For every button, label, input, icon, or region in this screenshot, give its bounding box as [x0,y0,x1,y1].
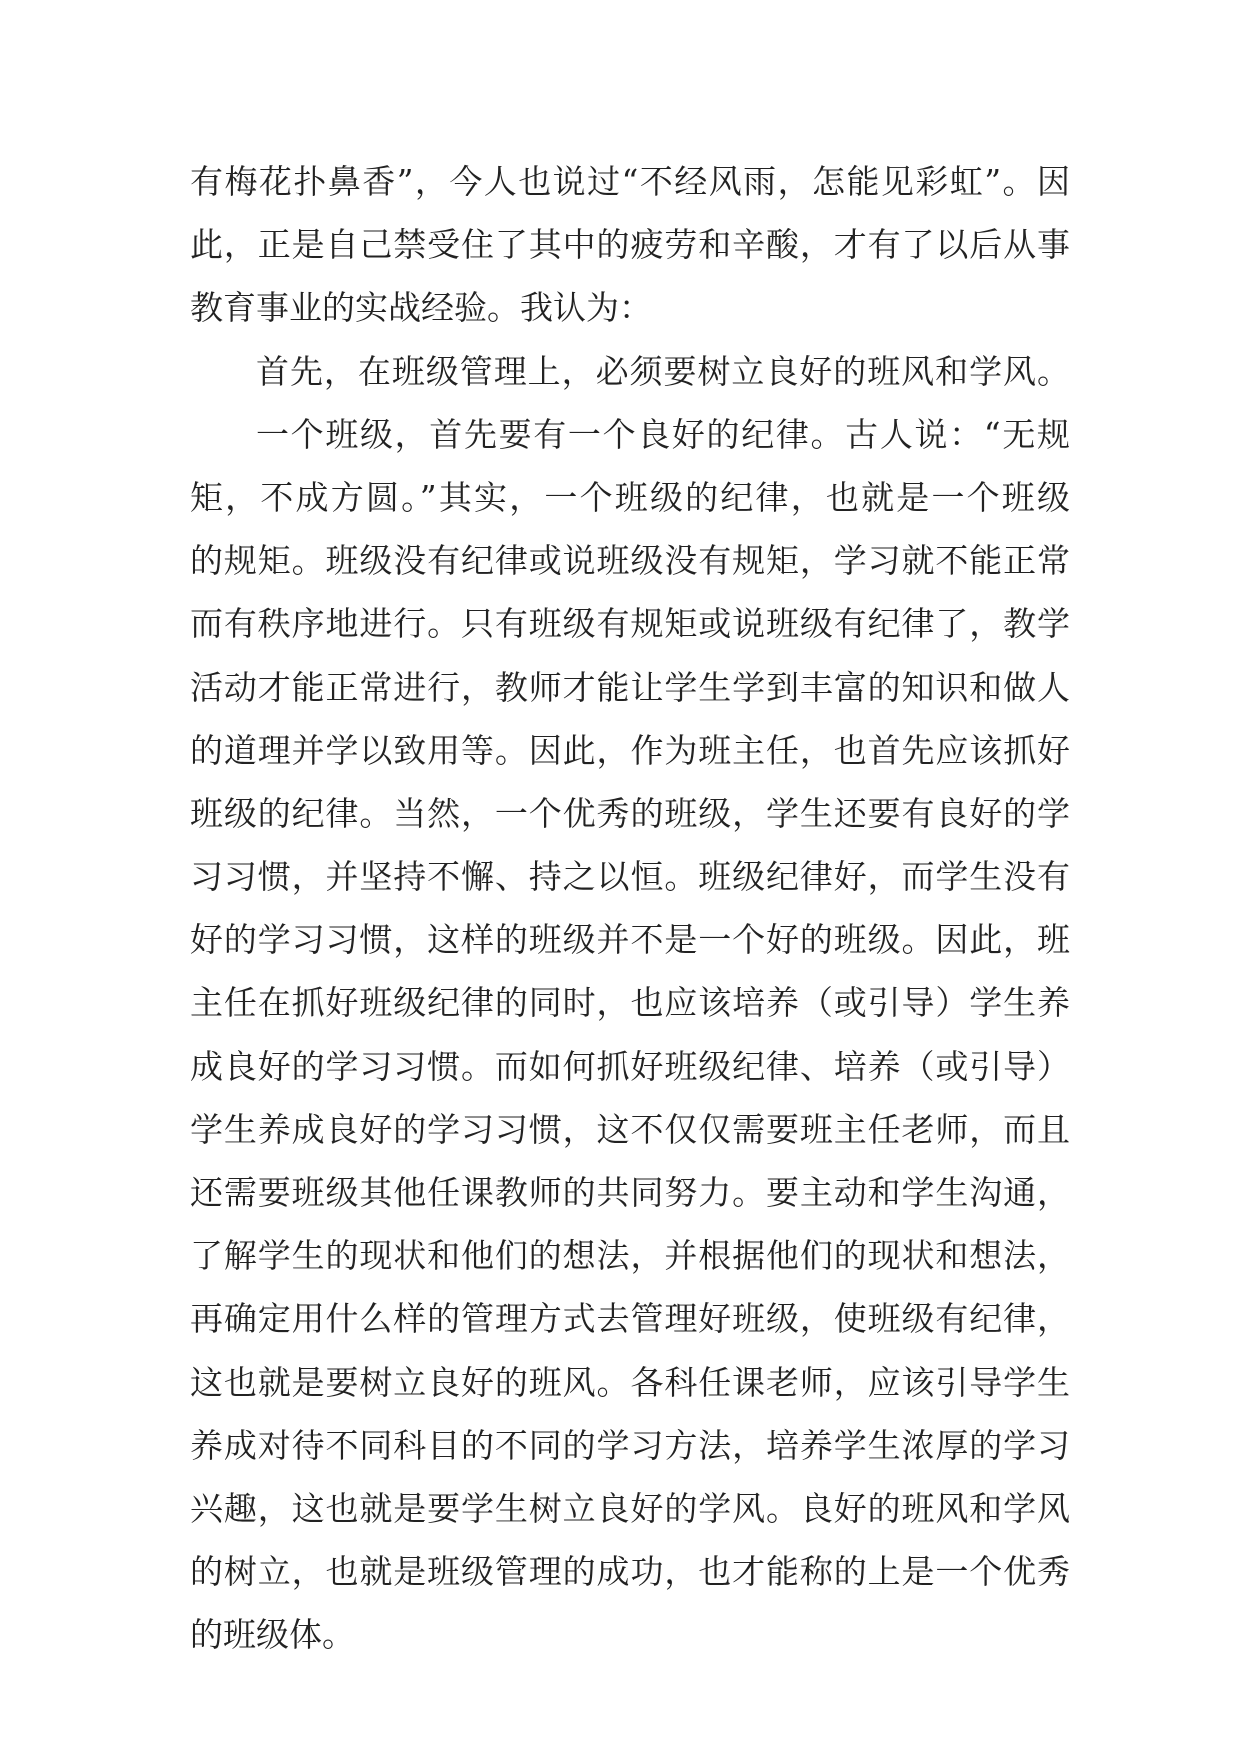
text-line: 有梅花扑鼻香”，今人也说过“不经风雨，怎能见彩虹”。因 [190,162,1070,201]
text-line: 的规矩。班级没有纪律或说班级没有规矩，学习就不能正常 [190,541,1070,581]
text-line: 兴趣，这也就是要学生树立良好的学风。良好的班风和学风 [190,1488,1070,1528]
text-line: 教育事业的实战经验。我认为： [190,288,652,328]
text-line: 这也就是要树立良好的班风。各科任课老师，应该引导学生 [190,1362,1070,1402]
section-heading-line: 首先，在班级管理上，必须要树立良好的班风和学风。 [256,351,1070,391]
text-line: 成良好的学习习惯。而如何抓好班级纪律、培养（或引导） [190,1046,1070,1086]
text-line: 活动才能正常进行，教师才能让学生学到丰富的知识和做人 [190,667,1070,707]
body-text [190,150,1070,1667]
text-line: 习习惯，并坚持不懈、持之以恒。班级纪律好，而学生没有 [190,857,1070,897]
text-line: 班级的纪律。当然，一个优秀的班级，学生还要有良好的学 [190,793,1070,833]
text-line: 而有秩序地进行。只有班级有规矩或说班级有纪律了，教学 [190,604,1070,644]
text-line: 的班级体。 [190,1615,355,1655]
text-line: 此，正是自己禁受住了其中的疲劳和辛酸，才有了以后从事 [190,225,1070,265]
text-line: 还需要班级其他任课教师的共同努力。要主动和学生沟通， [190,1173,1070,1212]
text-line: 再确定用什么样的管理方式去管理好班级，使班级有纪律， [190,1299,1070,1339]
text-line: 的树立，也就是班级管理的成功，也才能称的上是一个优秀 [190,1552,1070,1592]
text-line: 好的学习习惯，这样的班级并不是一个好的班级。因此，班 [190,920,1070,960]
text-line: 养成对待不同科目的不同的学习方法，培养学生浓厚的学习 [190,1425,1070,1465]
text-line: 学生养成良好的学习习惯，这不仅仅需要班主任老师，而且 [190,1109,1070,1149]
text-line: 矩，不成方圆。”其实，一个班级的纪律，也就是一个班级 [190,477,1070,517]
paragraph-first-line: 一个班级，首先要有一个良好的纪律。古人说：“无规 [256,414,1070,454]
text-line: 主任在抓好班级纪律的同时，也应该培养（或引导）学生养 [190,983,1070,1023]
text-line: 了解学生的现状和他们的想法，并根据他们的现状和想法， [190,1236,1070,1276]
text-line: 的道理并学以致用等。因此，作为班主任，也首先应该抓好 [190,730,1070,770]
